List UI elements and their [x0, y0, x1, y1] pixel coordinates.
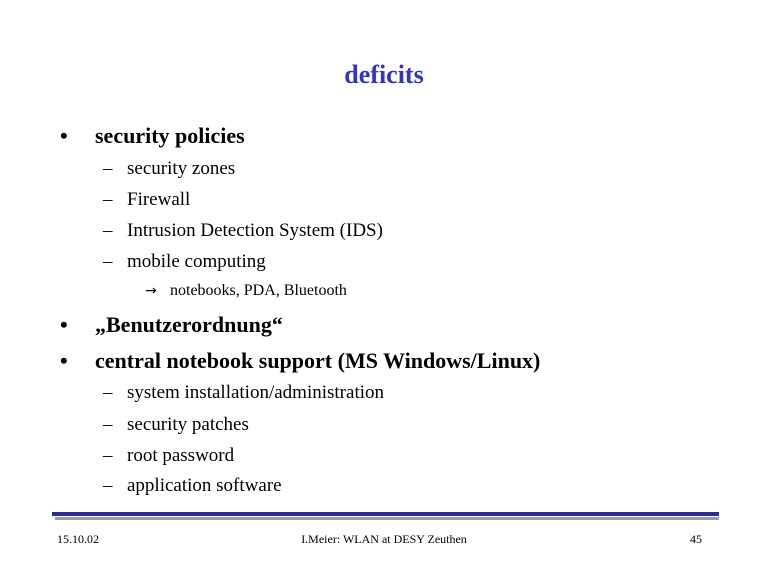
- bullet-text: security policies: [95, 123, 245, 148]
- bullet-text: „Benutzerordnung“: [95, 312, 283, 337]
- dash-marker: –: [103, 445, 113, 466]
- dash-marker: –: [103, 382, 113, 403]
- footer-rule-dark: [52, 512, 719, 516]
- arrow-right-icon: →: [145, 283, 157, 299]
- subitem-text: root password: [127, 445, 235, 466]
- subsubitem-text: notebooks, PDA, Bluetooth: [170, 282, 347, 299]
- dash-marker: –: [103, 220, 113, 241]
- footer-rule-light: [55, 517, 719, 520]
- bullet-marker: •: [60, 312, 68, 337]
- dash-marker: –: [103, 158, 113, 179]
- bullet-marker: •: [60, 123, 68, 148]
- subitem-text: application software: [127, 475, 282, 496]
- footer-date: 15.10.02: [57, 532, 99, 546]
- subitem-text: security zones: [127, 158, 236, 179]
- subitem-text: Firewall: [127, 189, 191, 210]
- subitem-text: Intrusion Detection System (IDS): [127, 220, 383, 241]
- subitem-text: security patches: [127, 414, 249, 435]
- subitem-text: system installation/administration: [127, 382, 385, 403]
- dash-marker: –: [103, 475, 113, 496]
- slide-title: deficits: [344, 60, 424, 89]
- dash-marker: –: [103, 251, 113, 272]
- dash-marker: –: [103, 414, 113, 435]
- bullet-marker: •: [60, 348, 68, 373]
- bullet-text: central notebook support (MS Windows/Linux): [95, 348, 541, 373]
- subitem-text: mobile computing: [127, 251, 266, 272]
- footer-author-title: I.Meier: WLAN at DESY Zeuthen: [301, 532, 467, 546]
- dash-marker: –: [103, 189, 113, 210]
- footer-page-number: 45: [690, 532, 702, 546]
